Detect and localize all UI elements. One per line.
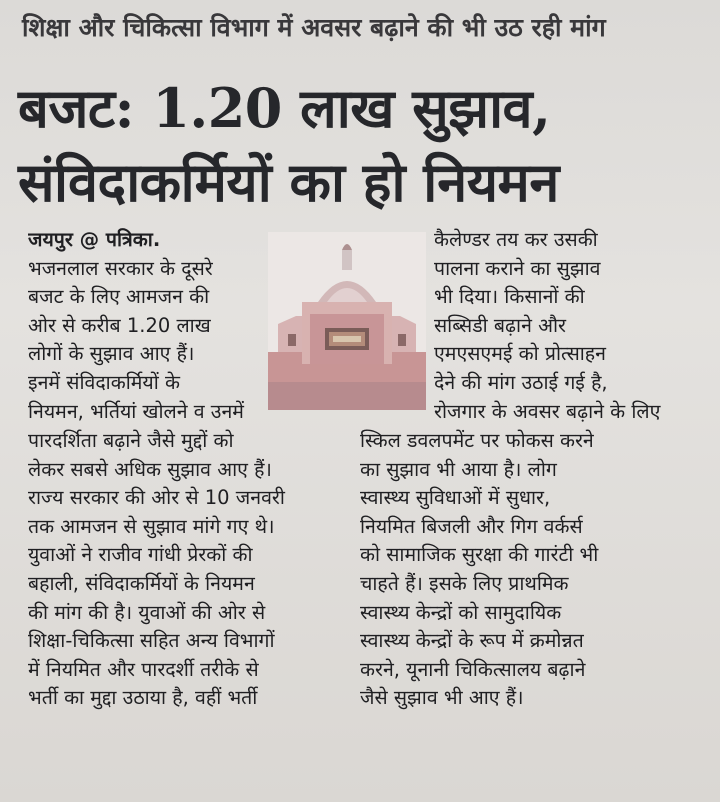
body-line: पारदर्शिता बढ़ाने जैसे मुद्दों को	[28, 429, 234, 452]
kicker-line: शिक्षा और चिकित्सा विभाग में अवसर बढ़ाने की भी उठ रही मांग	[22, 13, 606, 42]
body-line: नियमित बिजली और गिग वर्कर्स	[360, 514, 583, 538]
body-line: करने, यूनानी चिकित्सालय बढ़ाने	[360, 657, 586, 681]
body-line: पालना कराने का सुझाव	[434, 256, 601, 280]
headline-line-1: बजट: 1.20 लाख सुझाव,	[18, 76, 551, 140]
body-line: ओर से करीब 1.20 लाख	[28, 313, 211, 337]
body-line: रोजगार के अवसर बढ़ाने के लिए	[434, 399, 661, 423]
body-line: एमएसएमई को प्रोत्साहन	[434, 342, 606, 366]
body-line: देने की मांग उठाई गई है,	[434, 370, 608, 394]
right-column-top	[434, 226, 700, 426]
body-line: स्वास्थ्य केन्द्रों को सामुदायिक	[360, 600, 562, 624]
body-line: कैलेण्डर तय कर उसकी	[434, 228, 598, 251]
body-line: जैसे सुझाव भी आए हैं।	[360, 686, 524, 710]
body-line: बहाली, संविदाकर्मियों के नियमन	[28, 571, 255, 595]
body-line: स्वास्थ्य केन्द्रों के रूप में क्रमोन्नत	[360, 629, 584, 653]
body-line: भर्ती का मुद्दा उठाया है, वहीं भर्ती	[28, 686, 258, 710]
body-line: भी दिया। किसानों की	[434, 285, 585, 309]
body-line: भजनलाल सरकार के दूसरे	[28, 256, 213, 280]
body-line: का सुझाव भी आया है। लोग	[360, 457, 557, 481]
body-line: को सामाजिक सुरक्षा की गारंटी भी	[360, 543, 599, 567]
dateline: जयपुर @ पत्रिका.	[28, 228, 161, 251]
left-column-top	[28, 226, 268, 426]
body-line: लेकर सबसे अधिक सुझाव आए हैं।	[28, 457, 272, 481]
assembly-building-photo	[268, 232, 426, 410]
body-line: बजट के लिए आमजन की	[28, 285, 210, 309]
right-column-bottom	[360, 427, 700, 713]
body-line: लोगों के सुझाव आए हैं।	[28, 342, 195, 366]
body-line: शिक्षा-चिकित्सा सहित अन्य विभागों	[28, 629, 275, 653]
body-line: तक आमजन से सुझाव मांगे गए थे।	[28, 514, 275, 538]
body-line: स्किल डवलपमेंट पर फोकस करने	[360, 429, 594, 452]
body-line: सब्सिडी बढ़ाने और	[434, 313, 567, 337]
body-line: इनमें संविदाकर्मियों के	[28, 370, 180, 394]
body-line: चाहते हैं। इसके लिए प्राथमिक	[360, 571, 569, 595]
body-line: युवाओं ने राजीव गांधी प्रेरकों की	[28, 543, 253, 567]
body-line: स्वास्थ्य सुविधाओं में सुधार,	[360, 486, 551, 510]
body-line: की मांग की है। युवाओं की ओर से	[28, 600, 266, 624]
left-column-bottom	[28, 427, 354, 713]
body-line: राज्य सरकार की ओर से 10 जनवरी	[28, 486, 285, 510]
body-line: नियमन, भर्तियां खोलने व उनमें	[28, 399, 244, 423]
body-line: में नियमित और पारदर्शी तरीके से	[28, 657, 259, 681]
headline-line-2: संविदाकर्मियों का हो नियमन	[18, 150, 559, 214]
